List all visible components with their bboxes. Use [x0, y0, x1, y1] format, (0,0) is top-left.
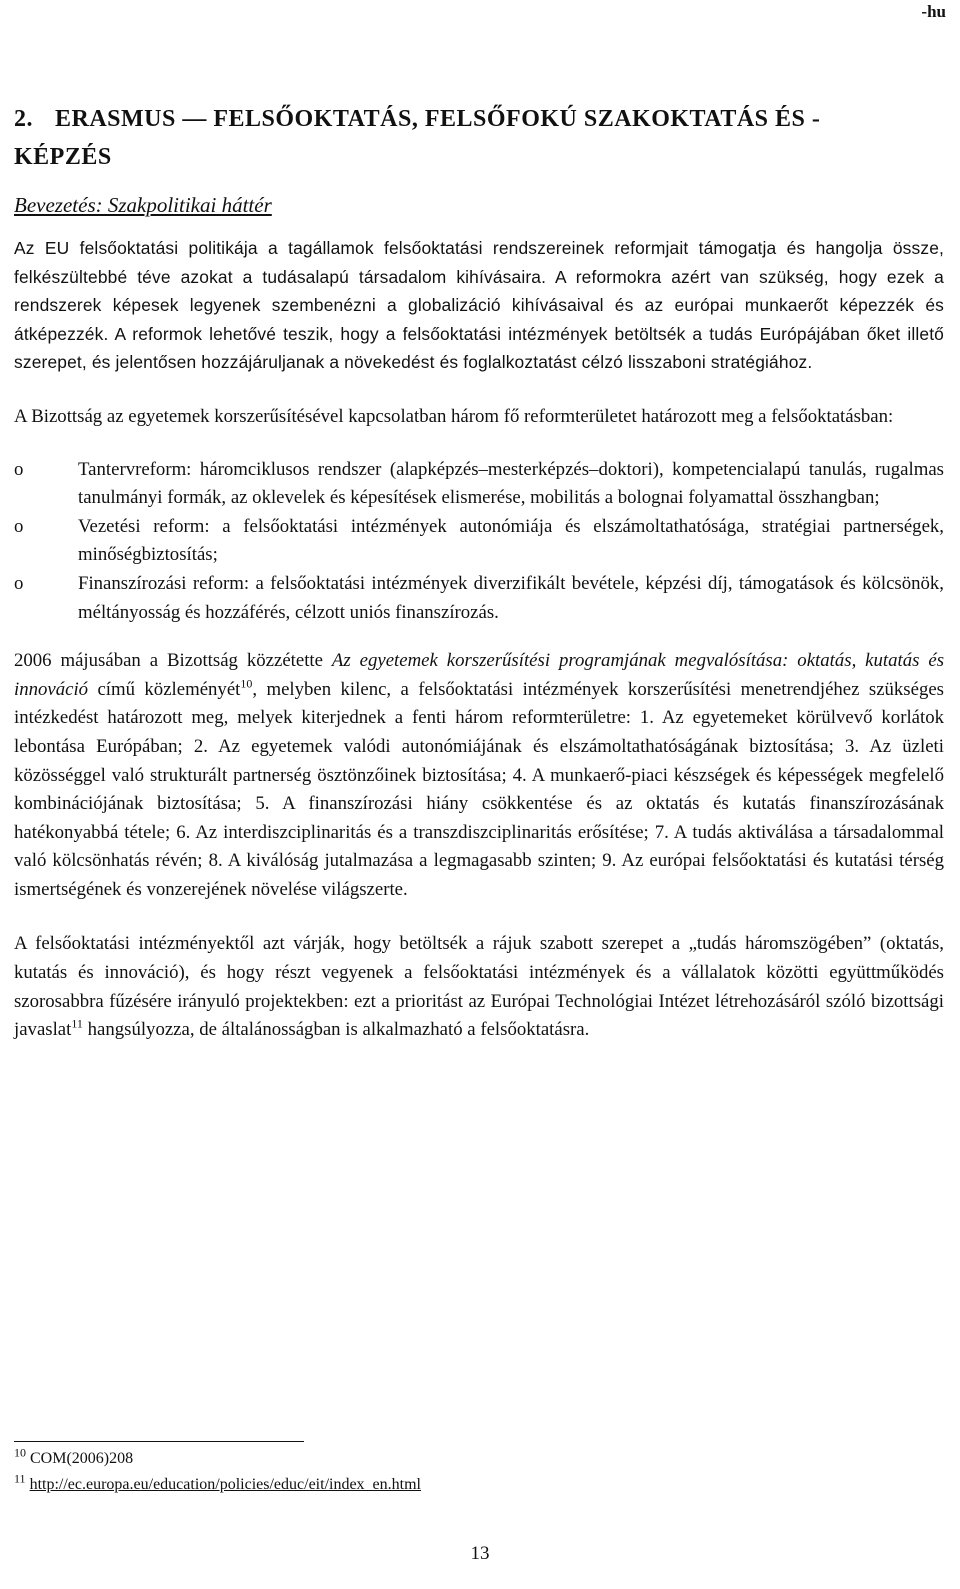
list-item-text: Vezetési reform: a felsőoktatási intézmények autonómiája és elszámoltathatósága, stratégiai partnerségek, minőségbiztosítás; [78, 515, 944, 566]
subheading: Bevezetés: Szakpolitikai háttér [14, 193, 272, 217]
footnote-10 [14, 1446, 934, 1472]
section-title-line1: ERASMUS — FELSŐOKTATÁS, FELSŐFOKÚ SZAKOKTATÁS ÉS - [55, 106, 821, 132]
section-number: 2. [14, 106, 33, 132]
list-item [14, 456, 944, 513]
list-item [14, 513, 944, 570]
paragraph-rest: hangsúlyozza, de általánosságban is alkalmazható a felsőoktatásra. [82, 1019, 590, 1041]
paragraph-lead: 2006 májusában a Bizottság közzétette [14, 650, 332, 672]
paragraph-rest: , melyben kilenc, a felsőoktatási intézmények korszerűsítési menetrendjéhez szükséges intézkedést határozott meg, melyek kiterjednek a fenti három reformterületre: 1. Az egyetemeket körülvevő korlátok lebontása Európában; 2. Az egyetemek valódi autonómiájának és elszámoltathatóságának biztosítása; 3. Az üzleti közösséggel való strukturált partnerség ösztönzőinek biztosítása; 4. A munkaerő-piaci készségek és képességek megfelelő kombinációjának biztosítása; 5. A finanszírozási hiány csökkentése és az oktatás és kutatás finanszírozásának hatékonyabbá tétele; 6. Az interdiszciplinaritás és a transzdiszciplinaritás erősítése; 7. A tudás aktiválása a társadalommal való kölcsönhatás révén; 8. A kiválóság jutalmazása a legmagasabb szinten; 9. Az európai felsőoktatási és kutatási térség ismertségének és vonzerejének növelése világszerte. [14, 678, 944, 900]
communication-title: Az egyetemek korszerűsítési programjának megvalósítása: oktatás, kutatás és innováció [14, 650, 945, 700]
footnotes [14, 1446, 934, 1498]
footnote-11 [14, 1472, 934, 1498]
bullet-marker: o [14, 458, 24, 480]
section-heading [14, 100, 944, 176]
footnote-link[interactable]: http://ec.europa.eu/education/policies/educ/eit/index_en.html [29, 1476, 421, 1493]
paragraph-knowledge-triangle [14, 930, 944, 1044]
footnote-divider [14, 1441, 304, 1442]
paragraph-mid: című közleményét [88, 678, 241, 700]
bullet-marker: o [14, 515, 24, 537]
paragraph-commission-communication [14, 647, 944, 904]
list-item-text: Tantervreform: háromciklusos rendszer (alapképzés–mesterképzés–doktori), kompetencialapú tanulás, rugalmas tanulmányi formák, az oklevelek és képesítések elismerése, mobilitás a bolognai folyamattal összhangban; [78, 458, 944, 509]
footnote-ref-10[interactable]: 10 [240, 676, 253, 691]
footnote-text: COM(2006)208 [30, 1450, 134, 1467]
paragraph-reform-areas: A Bizottság az egyetemek korszerűsítésével kapcsolatban három fő reformterületet határozott meg a felsőoktatásban: [14, 405, 894, 427]
page-number: 13 [470, 1543, 490, 1564]
bullet-marker: o [14, 572, 24, 594]
header-tag: -hu [921, 2, 946, 21]
footnote-number: 11 [14, 1471, 26, 1486]
paragraph-intro: Az EU felsőoktatási politikája a tagállamok felsőoktatási rendszereinek reformjait támogatja és hangolja össze, felkészültebbé téve azokat a tudásalapú társadalom kihívásaira. A reformokra azért van szükség, hogy ezek a rendszerek képesek legyenek szembenézni a globalizáció kihívásaival és az európai munkaerőt képezzék és átképezzék. A reformok lehetővé teszik, hogy a felsőoktatási intézmények betöltsék a tudás Európájában őket illető szerepet, és jelentősen hozzájáruljanak a növekedést és foglalkoztatást célzó lisszaboni stratégiához. [14, 238, 944, 373]
document-body [14, 100, 944, 1071]
reform-list [14, 456, 944, 628]
footnote-number: 10 [14, 1445, 26, 1460]
footnote-ref-11[interactable]: 11 [71, 1016, 83, 1031]
list-item-text: Finanszírozási reform: a felsőoktatási intézmények diverzifikált bevétele, képzési díj, támogatások és kölcsönök, méltányosság és hozzáférés, célzott uniós finanszírozás. [78, 572, 944, 623]
list-item [14, 570, 944, 627]
paragraph-text: A felsőoktatási intézményektől azt várják, hogy betöltsék a rájuk szabott szerepet a „tudás háromszögében” (oktatás, kutatás és innováció), és hogy részt vegyenek a felsőoktatási intézmények és a vállalatok közötti együttműködés szorosabbra fűzésére irányuló projektekben: ezt a prioritást az Európai Technológiai Intézet létrehozásáról szóló bizottsági javaslat [14, 933, 944, 1041]
section-title-line2: KÉPZÉS [14, 144, 112, 170]
